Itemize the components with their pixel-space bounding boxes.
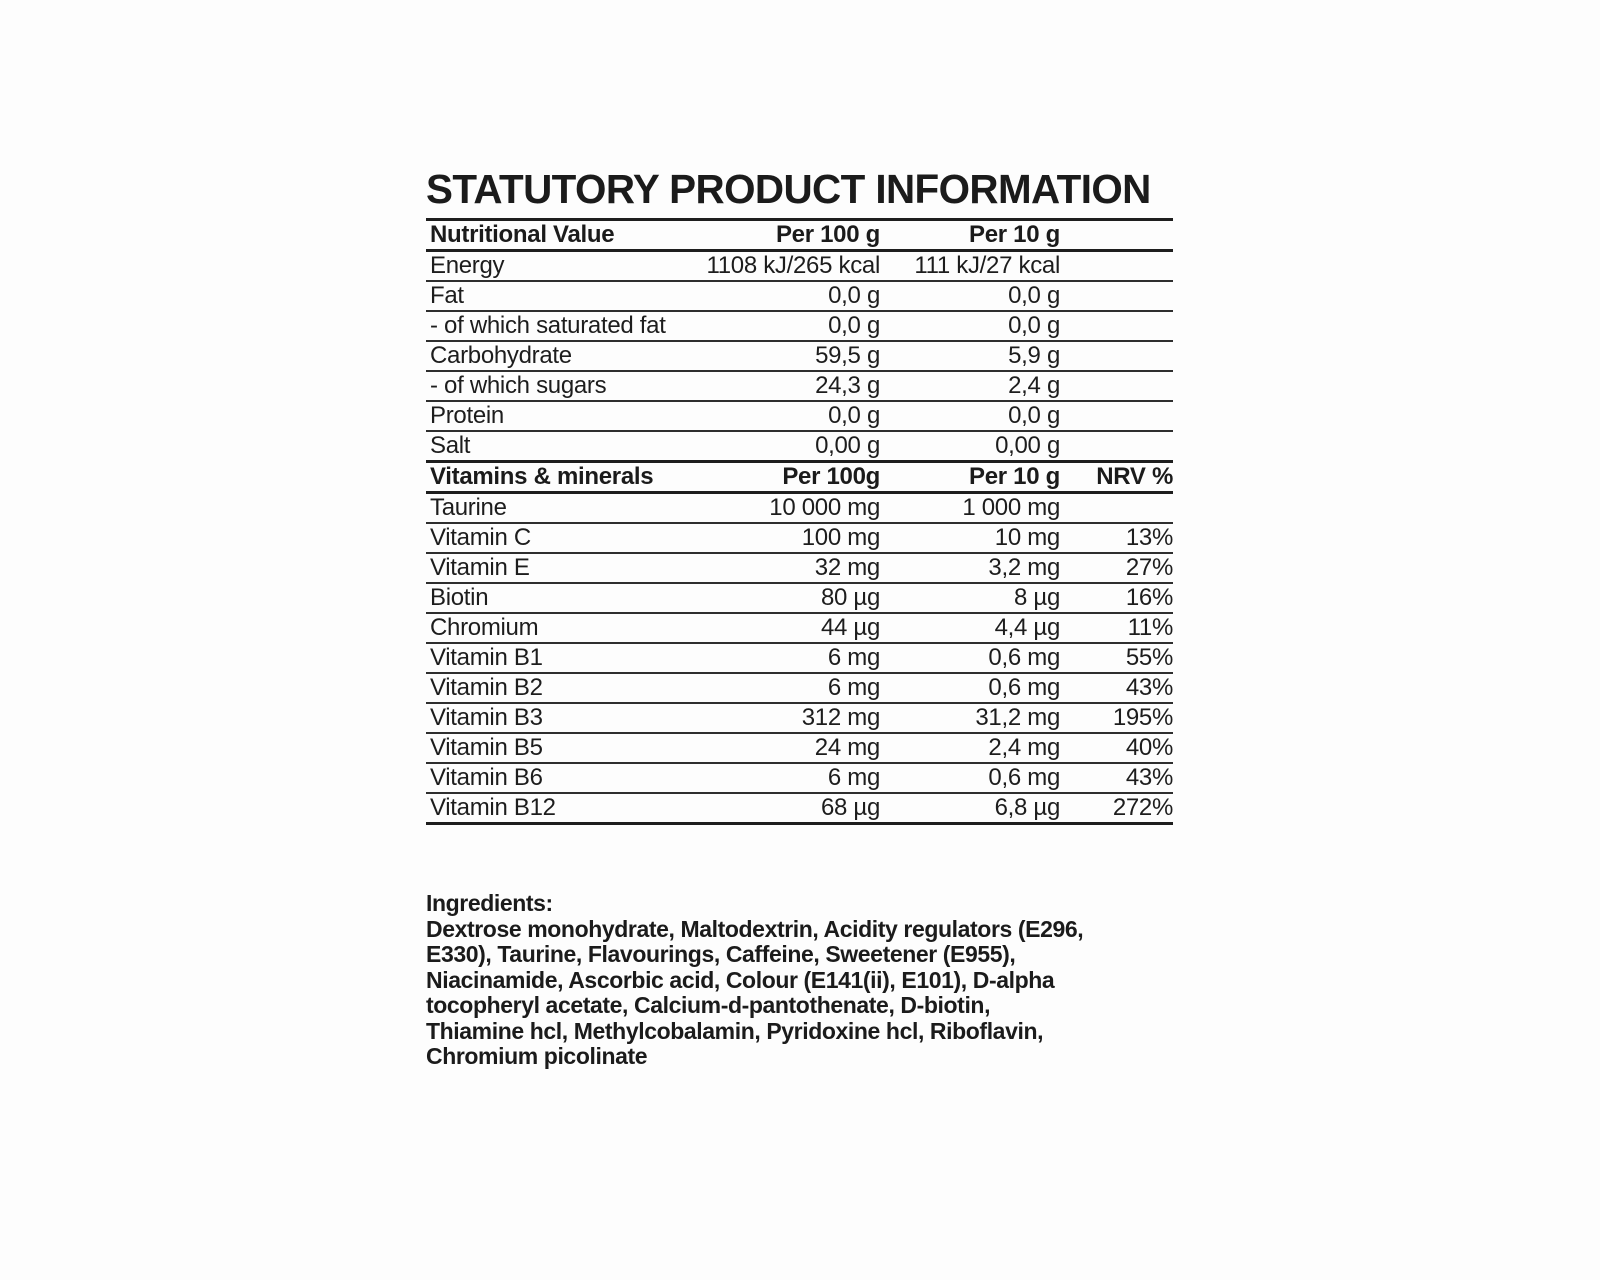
row-label: Salt [426,431,676,462]
nrv-percent-value [1060,493,1173,524]
ingredients-lines [426,917,1173,1070]
table-row [426,583,1173,613]
nrv-percent-value [1060,371,1173,401]
per-10g-value: 4,4 µg [880,613,1060,643]
per-10g-value: 1 000 mg [880,493,1060,524]
nrv-percent-value: 272% [1060,793,1173,824]
nrv-percent-value: 195% [1060,703,1173,733]
row-label: Biotin [426,583,676,613]
header-nrv-percent-value: NRV % [1060,462,1173,493]
ingredients-line: Chromium picolinate [426,1043,648,1069]
row-label: Taurine [426,493,676,524]
row-label: Vitamin B12 [426,793,676,824]
per-10g-value: 5,9 g [880,341,1060,371]
per-100g-value: 1108 kJ/265 kcal [676,251,880,282]
per-10g-value: 8 µg [880,583,1060,613]
row-label: Vitamin B1 [426,643,676,673]
row-label: - of which sugars [426,371,676,401]
per-10g-value: 0,6 mg [880,763,1060,793]
nrv-percent-value: 40% [1060,733,1173,763]
per-10g-value: 0,6 mg [880,643,1060,673]
per-10g-value: 0,0 g [880,281,1060,311]
nrv-percent-value: 43% [1060,673,1173,703]
header-per-10g-value: Per 10 g [880,220,1060,251]
nrv-percent-value [1060,401,1173,431]
row-label: Vitamin B3 [426,703,676,733]
per-100g-value: 0,0 g [676,311,880,341]
table-row [426,673,1173,703]
per-10g-value: 6,8 µg [880,793,1060,824]
row-label: Vitamin B5 [426,733,676,763]
row-label: Protein [426,401,676,431]
table-row [426,493,1173,524]
per-100g-value: 80 µg [676,583,880,613]
per-100g-value: 32 mg [676,553,880,583]
table-row [426,311,1173,341]
per-100g-value: 24,3 g [676,371,880,401]
table-row [426,613,1173,643]
row-label: Fat [426,281,676,311]
ingredients-line: Thiamine hcl, Methylcobalamin, Pyridoxine hcl, Riboflavin, [426,1017,1044,1044]
per-100g-value: 312 mg [676,703,880,733]
row-label: Vitamin B2 [426,673,676,703]
row-label: Chromium [426,613,676,643]
table-row [426,643,1173,673]
nrv-percent-value: 13% [1060,523,1173,553]
nutrition-table-body [426,220,1173,824]
ingredients-section [426,891,1173,1070]
table-row [426,431,1173,462]
table-row [426,703,1173,733]
row-label: Energy [426,251,676,282]
row-label: Carbohydrate [426,341,676,371]
row-label: Vitamin B6 [426,763,676,793]
per-10g-value: 0,0 g [880,311,1060,341]
table-section-header-row [426,220,1173,251]
nrv-percent-value [1060,251,1173,282]
per-100g-value: 6 mg [676,643,880,673]
row-label: - of which saturated fat [426,311,676,341]
header-row-label: Vitamins & minerals [426,462,676,493]
ingredients-line: Niacinamide, Ascorbic acid, Colour (E141(ii), E101), D-alpha [426,966,1055,993]
per-100g-value: 0,00 g [676,431,880,462]
table-row [426,523,1173,553]
table-row [426,763,1173,793]
table-row [426,733,1173,763]
nrv-percent-value [1060,311,1173,341]
table-row [426,281,1173,311]
nrv-percent-value [1060,431,1173,462]
per-10g-value: 2,4 mg [880,733,1060,763]
per-10g-value: 0,00 g [880,431,1060,462]
ingredients-heading: Ingredients: [426,890,553,916]
per-100g-value: 68 µg [676,793,880,824]
per-100g-value: 0,0 g [676,401,880,431]
header-row-label: Nutritional Value [426,220,676,251]
nutrition-table [426,218,1173,825]
table-row [426,553,1173,583]
header-per-100g-value: Per 100 g [676,220,880,251]
per-10g-value: 111 kJ/27 kcal [880,251,1060,282]
per-100g-value: 100 mg [676,523,880,553]
table-row [426,401,1173,431]
per-10g-value: 31,2 mg [880,703,1060,733]
nrv-percent-value: 55% [1060,643,1173,673]
table-section-header-row [426,462,1173,493]
per-10g-value: 10 mg [880,523,1060,553]
per-100g-value: 59,5 g [676,341,880,371]
per-100g-value: 6 mg [676,673,880,703]
header-per-10g-value: Per 10 g [880,462,1060,493]
row-label: Vitamin C [426,523,676,553]
nrv-percent-value: 16% [1060,583,1173,613]
table-row [426,793,1173,824]
table-row [426,341,1173,371]
table-row [426,371,1173,401]
per-100g-value: 44 µg [676,613,880,643]
nrv-percent-value: 11% [1060,613,1173,643]
ingredients-line: tocopheryl acetate, Calcium-d-pantothenate, D-biotin, [426,992,991,1018]
header-per-100g-value: Per 100g [676,462,880,493]
header-nrv-percent-value [1060,220,1173,251]
per-10g-value: 0,0 g [880,401,1060,431]
nrv-percent-value [1060,281,1173,311]
per-10g-value: 3,2 mg [880,553,1060,583]
nrv-percent-value: 27% [1060,553,1173,583]
per-100g-value: 0,0 g [676,281,880,311]
nrv-percent-value: 43% [1060,763,1173,793]
per-10g-value: 2,4 g [880,371,1060,401]
table-row [426,251,1173,282]
per-100g-value: 6 mg [676,763,880,793]
per-10g-value: 0,6 mg [880,673,1060,703]
row-label: Vitamin E [426,553,676,583]
ingredients-line: E330), Taurine, Flavourings, Caffeine, Sweetener (E955), [426,941,1016,967]
page-title: STATUTORY PRODUCT INFORMATION [426,166,1151,212]
per-100g-value: 10 000 mg [676,493,880,524]
nrv-percent-value [1060,341,1173,371]
per-100g-value: 24 mg [676,733,880,763]
ingredients-line: Dextrose monohydrate, Maltodextrin, Acidity regulators (E296, [426,915,1084,942]
